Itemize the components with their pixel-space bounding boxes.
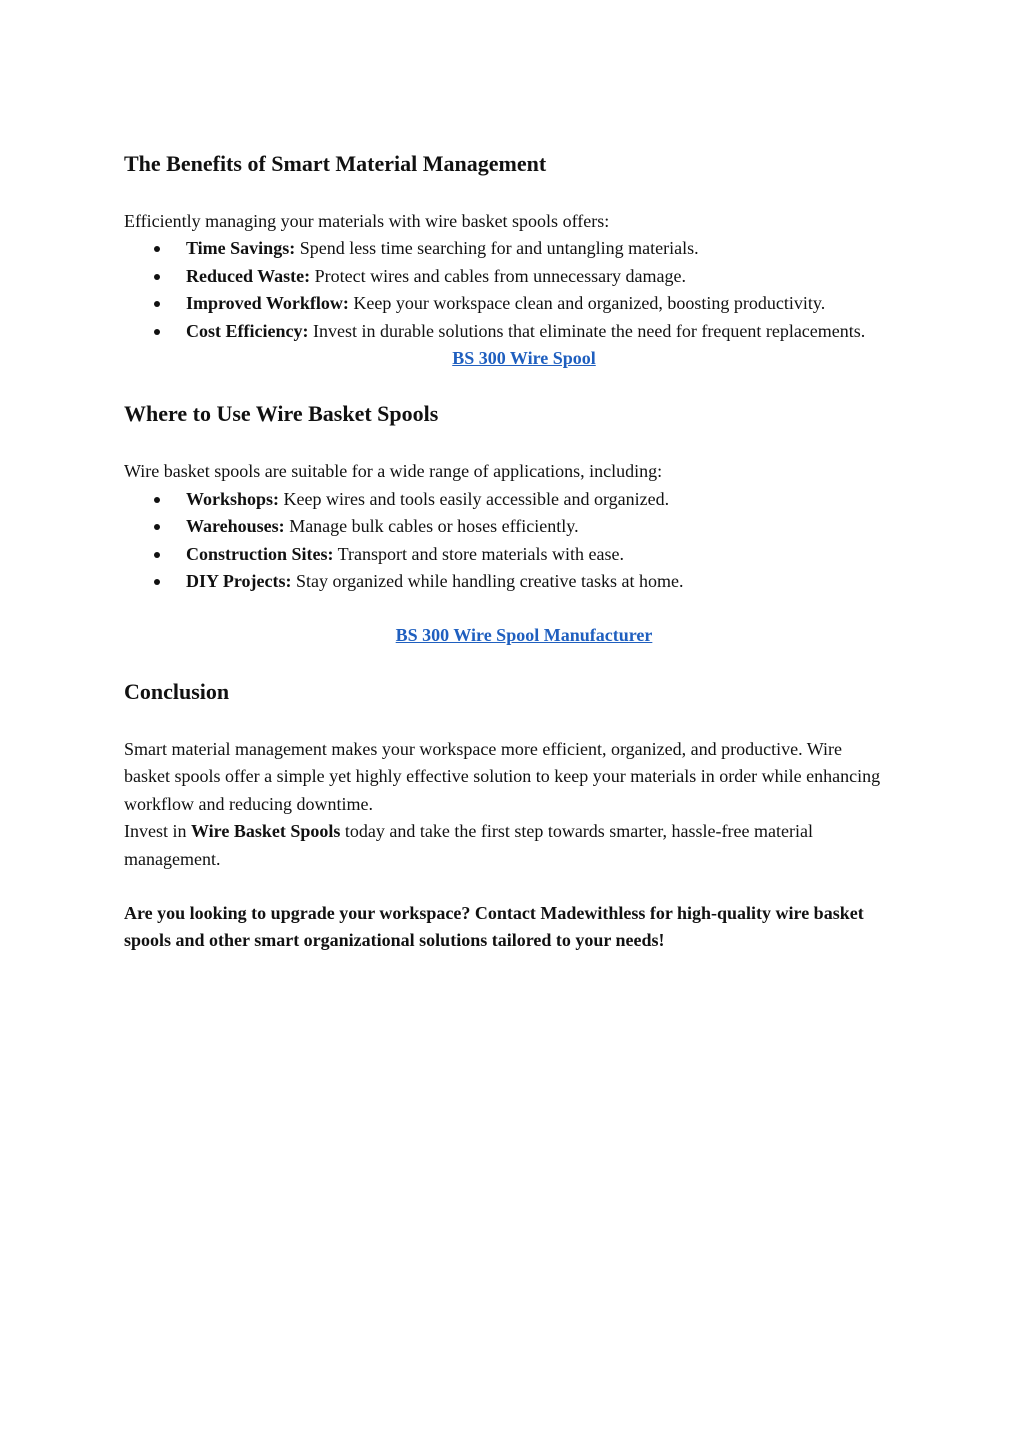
item-text: Manage bulk cables or hoses efficiently. <box>284 516 579 537</box>
list-item <box>124 235 884 262</box>
link-row <box>164 345 884 372</box>
item-text: Keep wires and tools easily accessible and organized. <box>279 488 670 509</box>
item-text: Transport and store materials with ease. <box>333 543 624 564</box>
bs300-wire-spool-link[interactable]: BS 300 Wire Spool <box>452 348 596 369</box>
item-label: Construction Sites: <box>186 543 334 564</box>
list-item <box>124 318 884 345</box>
applications-list <box>124 486 884 596</box>
bullet-icon <box>154 274 160 280</box>
list-item <box>124 290 884 317</box>
item-label: Cost Efficiency: <box>186 320 309 341</box>
item-label: Reduced Waste: <box>186 265 311 286</box>
item-text: Protect wires and cables from unnecessary damage. <box>310 265 687 286</box>
link-row <box>164 622 884 649</box>
invest-suffix: today and take the first step towards smarter, hassle-free material management. <box>124 821 813 869</box>
list-item <box>124 541 884 568</box>
list-item <box>124 568 884 595</box>
bullet-icon <box>154 301 160 307</box>
item-label: Warehouses: <box>186 516 285 537</box>
item-text: Invest in durable solutions that eliminate the need for frequent replacements. <box>308 320 866 341</box>
conclusion-paragraph: Smart material management makes your workspace more efficient, organized, and productive. Wire basket spools offer a simple yet highly effective solution to keep your materials in order while enhancing workflow and reducing downtime. <box>124 738 881 814</box>
item-text: Stay organized while handling creative tasks at home. <box>291 571 684 592</box>
benefits-heading: The Benefits of Smart Material Management <box>124 151 547 176</box>
item-text: Keep your workspace clean and organized, boosting productivity. <box>348 293 826 314</box>
document-content <box>124 148 884 955</box>
benefits-list <box>124 235 884 345</box>
list-item <box>124 486 884 513</box>
bullet-icon <box>154 524 160 530</box>
item-text: Spend less time searching for and untangling materials. <box>295 238 699 259</box>
where-to-use-intro: Wire basket spools are suitable for a wide range of applications, including: <box>124 461 663 482</box>
bullet-icon <box>154 579 160 585</box>
item-label: Time Savings: <box>186 238 296 259</box>
bs300-manufacturer-link[interactable]: BS 300 Wire Spool Manufacturer <box>395 625 653 646</box>
item-label: DIY Projects: <box>186 571 292 592</box>
bullet-icon <box>154 246 160 252</box>
invest-bold: Wire Basket Spools <box>191 821 341 842</box>
bullet-icon <box>154 329 160 335</box>
list-item <box>124 263 884 290</box>
item-label: Improved Workflow: <box>186 293 349 314</box>
list-item <box>124 513 884 540</box>
conclusion-heading: Conclusion <box>124 678 230 704</box>
item-label: Workshops: <box>186 488 280 509</box>
bullet-icon <box>154 497 160 503</box>
call-to-action: Are you looking to upgrade your workspace? Contact Madewithless for high-quality wire basket spools and other smart organizational solutions tailored to your needs! <box>124 902 864 951</box>
invest-prefix: Invest in <box>124 821 191 842</box>
benefits-intro: Efficiently managing your materials with wire basket spools offers: <box>124 211 610 231</box>
invest-paragraph <box>124 818 884 873</box>
where-to-use-heading: Where to Use Wire Basket Spools <box>124 401 439 427</box>
bullet-icon <box>154 552 160 558</box>
